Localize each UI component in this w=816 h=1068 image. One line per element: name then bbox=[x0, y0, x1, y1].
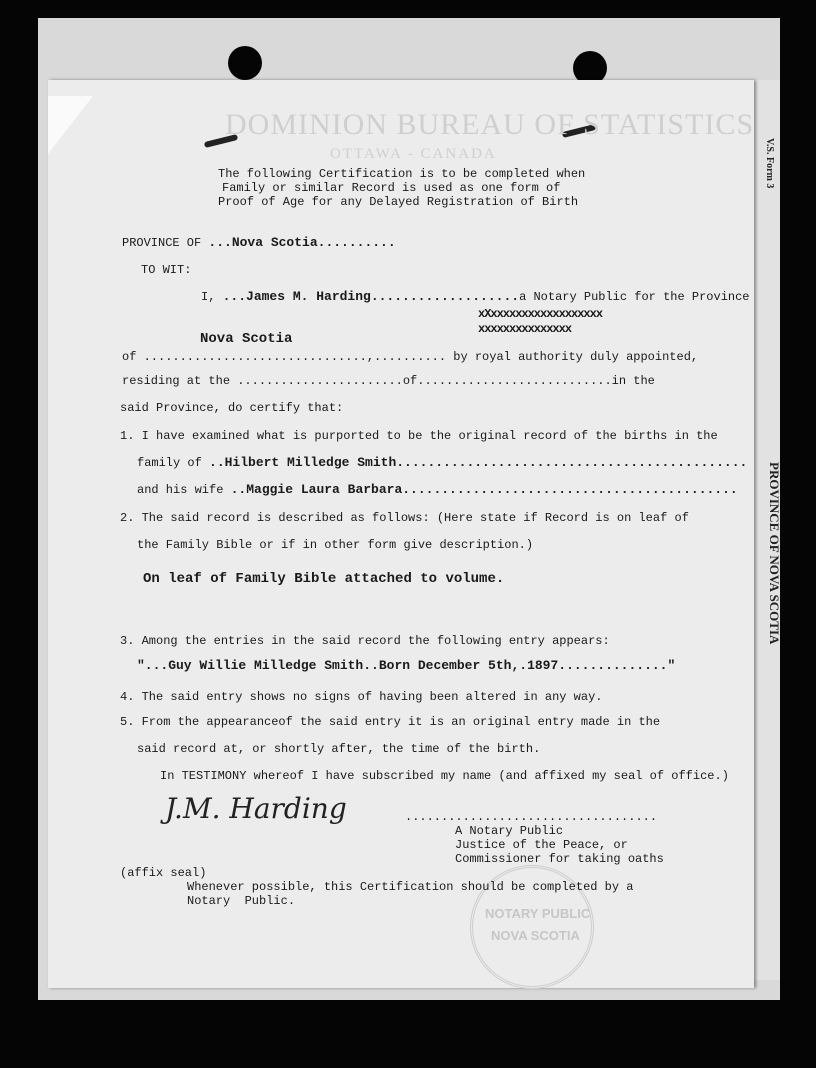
affix-seal: (affix seal) bbox=[120, 866, 207, 880]
item-5: 5. From the appearanceof the said entry it is an original entry made in the bbox=[120, 715, 661, 729]
notary-suffix: a Notary Public for the Province bbox=[519, 290, 750, 304]
notary-prefix: I, bbox=[201, 290, 216, 304]
struck-out-text: xXxxxxxxxxxxxxxxxxxx bbox=[478, 307, 603, 321]
province-side-label: PROVINCE OF NOVA SCOTIA bbox=[767, 462, 782, 645]
wife-label: and his wife bbox=[137, 483, 231, 497]
birth-entry: "...Guy Willie Milledge Smith..Born December 5th,.1897.............." bbox=[137, 658, 676, 673]
notary-name: ...James M. Harding................... bbox=[222, 289, 520, 304]
province-label bbox=[122, 236, 396, 250]
province-value: ...Nova Scotia.......... bbox=[208, 235, 396, 250]
title-notary: A Notary Public bbox=[455, 824, 564, 838]
header-line: Proof of Age for any Delayed Registration of Birth bbox=[218, 195, 579, 209]
to-wit: TO WIT: bbox=[141, 263, 192, 277]
form-number-label: V.S. Form 3 bbox=[764, 138, 775, 189]
wife-line bbox=[137, 483, 738, 497]
residing-line: residing at the .......................of...........................in the bbox=[122, 374, 655, 388]
record-description: On leaf of Family Bible attached to volume. bbox=[143, 571, 505, 587]
punch-hole bbox=[228, 46, 262, 80]
header-line: Family or similar Record is used as one form of bbox=[222, 181, 561, 195]
letterhead-location: OTTAWA - CANADA bbox=[330, 146, 497, 162]
item-2: 2. The said record is described as follows: (Here state if Record is on leaf of bbox=[120, 511, 689, 525]
seal-text: NOVA SCOTIA bbox=[491, 928, 580, 943]
of-line: of ...............................,.......... by royal authority duly appointed, bbox=[122, 350, 699, 364]
struck-out-text: xxxxxxxxxxxxxxx bbox=[478, 322, 572, 336]
title-commissioner: Commissioner for taking oaths bbox=[455, 852, 664, 866]
item-3: 3. Among the entries in the said record the following entry appears: bbox=[120, 634, 610, 648]
letterhead-bureau: DOMINION BUREAU OF STATISTICS bbox=[225, 108, 755, 141]
folded-corner bbox=[48, 96, 93, 154]
item-1: 1. I have examined what is purported to be the original record of the births in the bbox=[120, 429, 718, 443]
family-label: family of bbox=[137, 456, 210, 470]
wife-value: ..Maggie Laura Barbara........................................... bbox=[230, 482, 738, 497]
title-justice: Justice of the Peace, or bbox=[455, 838, 628, 852]
family-value: ..Hilbert Milledge Smith............................................. bbox=[209, 455, 748, 470]
signature-line: ................................... bbox=[405, 810, 658, 824]
family-line bbox=[137, 456, 747, 470]
of-value: Nova Scotia bbox=[200, 331, 293, 347]
province-label-text: PROVINCE OF bbox=[122, 236, 202, 250]
testimony-line: In TESTIMONY whereof I have subscribed my name (and affixed my seal of office.) bbox=[160, 769, 729, 783]
header-line: The following Certification is to be completed when bbox=[218, 167, 586, 181]
footer-note: Whenever possible, this Certification should be completed by a bbox=[187, 880, 634, 894]
item-4: 4. The said entry shows no signs of having been altered in any way. bbox=[120, 690, 603, 704]
certify-line: said Province, do certify that: bbox=[120, 401, 344, 415]
item-5-cont: said record at, or shortly after, the time of the birth. bbox=[137, 742, 541, 756]
footer-note: Notary Public. bbox=[187, 894, 296, 908]
item-2-cont: the Family Bible or if in other form give description.) bbox=[137, 538, 534, 552]
seal-text: NOTARY PUBLIC bbox=[485, 906, 591, 921]
signature: J.M. Harding bbox=[165, 792, 347, 825]
notary-line bbox=[201, 290, 750, 304]
